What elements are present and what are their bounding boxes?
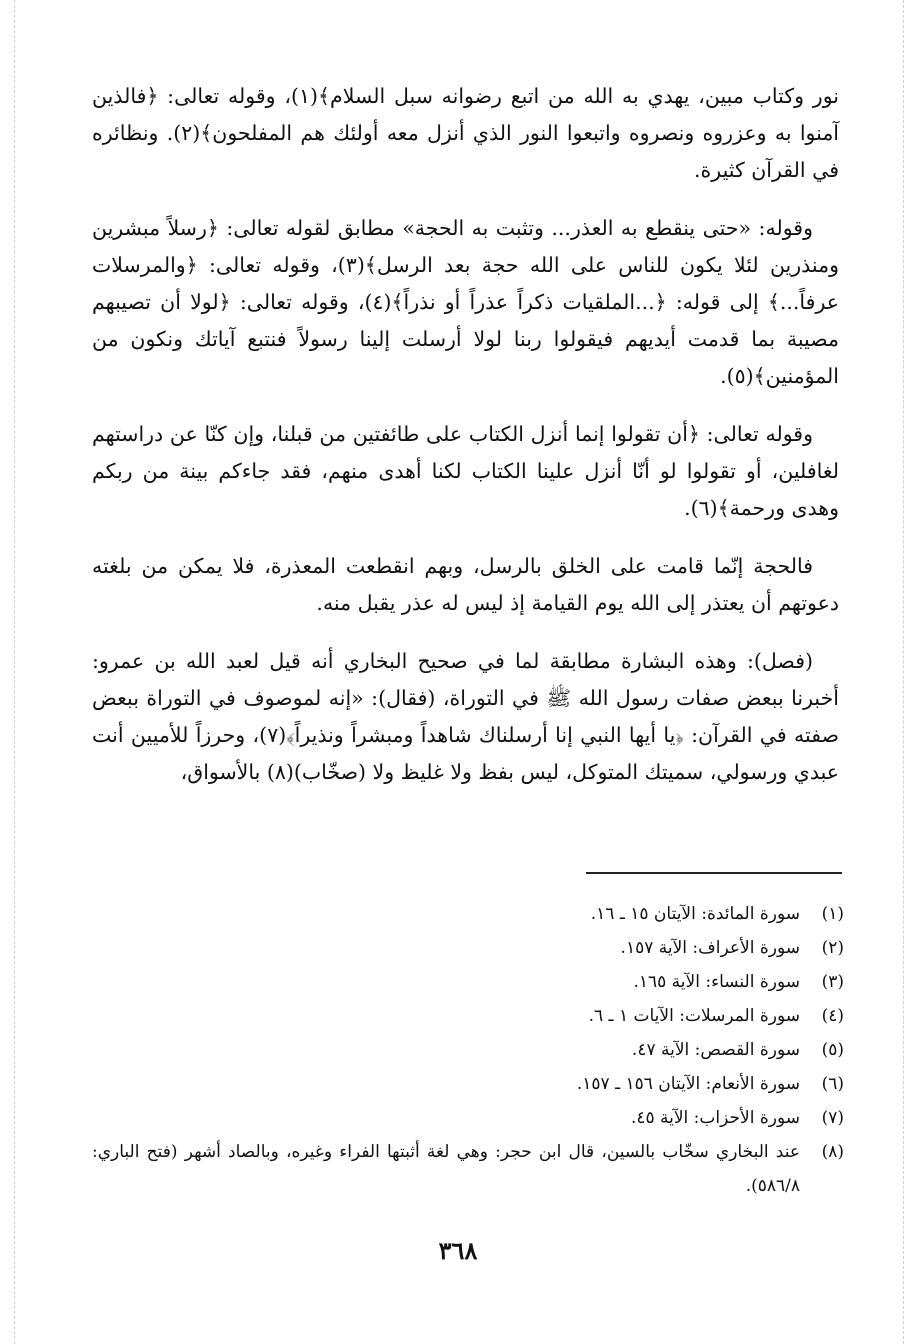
footnote-text: سورة الأعراف: الآية ١٥٧. bbox=[620, 938, 800, 958]
page-number: ٣٦٨ bbox=[438, 1236, 478, 1265]
paragraph: فالحجة إنّما قامت على الخلق بالرسل، وبهم انقطعت المعذرة، فلا يمكن من بلغته دعوتهم أن يعتذر إلى الله يوم القيامة إذ ليس له عذر يقبل منه. bbox=[92, 554, 839, 615]
paragraph: وقوله: «حتى ينقطع به العذر... وتثبت به الحجة» مطابق لقوله تعالى: ﴿رسلاً مبشرين ومنذرين لئلا يكون للناس على الله حجة بعد الرسل﴾(٣)، وقوله تعالى: ﴿والمرسلات عرفاً...﴾ إلى قوله: ﴿...الملقيات ذكراً عذراً أو نذراً﴾(٤)، وقوله تعالى: ﴿لولا أن تصيبهم مصيبة بما قدمت أيديهم فيقولوا ربنا لولا أرسلت إلينا رسولاً فنتبع آياتك ونكون من المؤمنين﴾(٥). bbox=[92, 216, 839, 388]
footnote-number: (٧) bbox=[821, 1108, 844, 1128]
footnote-text: سورة الأحزاب: الآية ٤٥. bbox=[630, 1108, 800, 1128]
footnote-number: (٨) bbox=[821, 1142, 844, 1162]
footnote-number: (٢) bbox=[821, 938, 844, 958]
footnote-number: (٣) bbox=[821, 972, 844, 992]
footnote-text: عند البخاري سخّاب بالسين، قال ابن حجر: وهي لغة أثبتها الفراء وغيره، وبالصاد أشهر (فتح الباري: ٥٨٦/٨). bbox=[92, 1142, 800, 1196]
footnote-text: سورة المائدة: الآيتان ١٥ ـ ١٦. bbox=[590, 904, 800, 924]
footnote bbox=[92, 1067, 844, 1101]
footnote bbox=[92, 1101, 844, 1135]
footnote-number: (١) bbox=[821, 904, 844, 924]
paragraph: وقوله تعالى: ﴿أن تقولوا إنما أنزل الكتاب على طائفتين من قبلنا، وإن كنّا عن دراستهم لغافلين، أو تقولوا لو أنّا أنزل علينا الكتاب لكنا أهدى منهم، فقد جاءكم بينة من ربكم وهدى ورحمة﴾(٦). bbox=[92, 422, 839, 520]
scan-margin-line-left bbox=[14, 0, 15, 1344]
footnote-number: (٦) bbox=[821, 1074, 844, 1094]
main-text bbox=[92, 78, 839, 812]
paragraph: (فصل): وهذه البشارة مطابقة لما في صحيح البخاري أنه قيل لعبد الله بن عمرو: أخبرنا ببعض صفات رسول الله ﷺ في التوراة، (فقال): «إنه لموصوف في التوراة ببعض صفته في القرآن: ﴿يا أيها النبي إنا أرسلناك شاهداً ومبشراً ونذيراً﴾(٧)، وحرزاً للأميين أنت عبدي ورسولي، سميتك المتوكل، ليس بفظ ولا غليظ ولا (صخّاب)(٨) بالأسواق، bbox=[92, 649, 840, 784]
footnotes bbox=[92, 897, 844, 1203]
footnote-text: سورة القصص: الآية ٤٧. bbox=[631, 1040, 800, 1060]
footnote bbox=[92, 931, 844, 965]
footnote-number: (٤) bbox=[821, 1006, 844, 1026]
footnote bbox=[92, 965, 844, 999]
footnote-text: سورة النساء: الآية ١٦٥. bbox=[633, 972, 800, 992]
footnote bbox=[92, 897, 844, 931]
footnote-number: (٥) bbox=[821, 1040, 844, 1060]
footnote-text: سورة المرسلات: الآيات ١ ـ ٦. bbox=[588, 1006, 800, 1026]
footnote bbox=[92, 1135, 844, 1203]
paragraph: نور وكتاب مبين، يهدي به الله من اتبع رضوانه سبل السلام﴾(١)، وقوله تعالى: ﴿فالذين آمنوا به وعزروه ونصروه واتبعوا النور الذي أنزل معه أولئك هم المفلحون﴾(٢). ونظائره في القرآن كثيرة. bbox=[92, 84, 839, 182]
footnote-text: سورة الأنعام: الآيتان ١٥٦ ـ ١٥٧. bbox=[576, 1074, 800, 1094]
scan-margin-line-right bbox=[903, 0, 904, 1344]
footnote bbox=[92, 999, 844, 1033]
footnote-separator bbox=[586, 872, 842, 874]
footnote bbox=[92, 1033, 844, 1067]
